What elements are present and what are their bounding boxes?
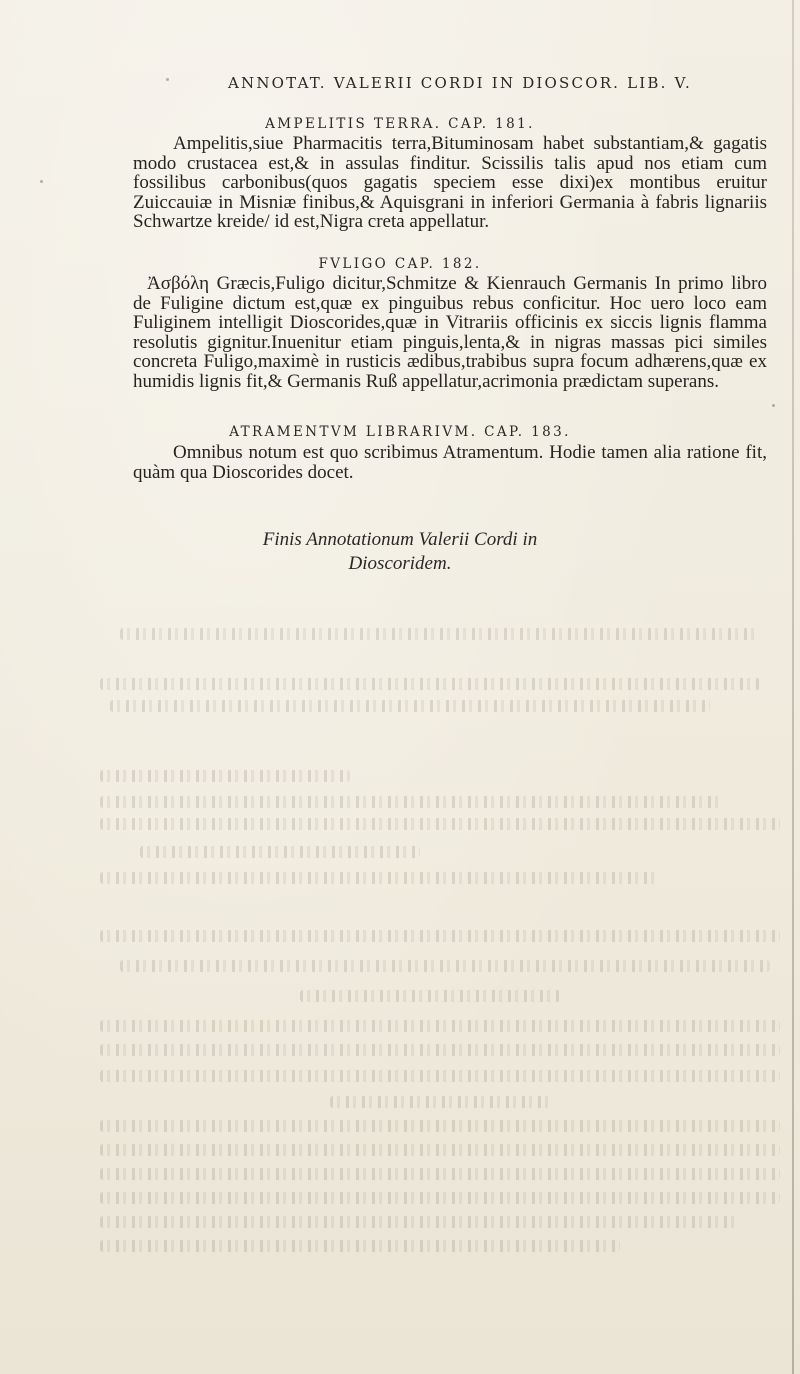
chapter-title-fuligo: FVLIGO CAP. 182. [318, 256, 482, 272]
colophon-line-1: Finis Annotationum Valerii Cordi in [262, 529, 538, 550]
show-through-bleed-lower [100, 920, 790, 1340]
ink-speck [772, 404, 775, 407]
paragraph-fuligo [133, 274, 767, 391]
colophon-line-2: Dioscoridem. [348, 553, 452, 574]
running-head: ANNOTAT. VALERII CORDI IN DIOSCOR. LIB. V. [228, 74, 692, 92]
ink-speck [166, 78, 169, 81]
paragraph-ampelitis-text: Ampelitis,siue Pharmacitis terra,Bituminosam habet substantiam,& gagatis modo crustacea est,& in assulas finditur. Scissilis talis apud nos etiam cum fossilibus carbonibus(quos gagatis speciem esse dixi)ex montibus eruitur Zuiccauiæ in Misniæ finibus,& Aquisgrani in inferiori Germania à fabris lignariis Schwartze kreide/ id est,Nigra creta appellatur. [133, 133, 767, 232]
paragraph-atramentum-text: Omnibus notum est quo scribimus Atramentum. Hodie tamen alia ratione fit, quàm qua Dioscorides docet. [133, 442, 767, 483]
paragraph-ampelitis [133, 134, 767, 232]
chapter-title-ampelitis: AMPELITIS TERRA. CAP. 181. [265, 116, 535, 132]
ink-speck [40, 180, 43, 183]
paragraph-fuligo-text: Ἀσβόλη Græcis,Fuligo dicitur,Schmitze & Kienrauch Germanis In primo libro de Fuligine dictum est,quæ ex pinguibus rebus conficitur. Hoc uero loco eam Fuliginem intelligit Dioscorides,quæ in Vitrariis officinis ex siccis lignis flamma resolutis gignitur.Inuenitur etiam pinguis,lenta,& in nigras massas pici similes concreta Fuligo,maximè in rusticis ædibus,trabibus supra focum adhærens,quæ ex humidis lignis fit,& Germanis Ruß appellatur,acrimonia prædictam superans. [133, 273, 767, 392]
chapter-title-atramentum: ATRAMENTVM LIBRARIVM. CAP. 183. [229, 424, 571, 440]
paragraph-atramentum [133, 443, 767, 482]
show-through-bleed [100, 600, 790, 900]
page-edge-shadow [792, 0, 794, 1374]
colophon [0, 528, 800, 576]
